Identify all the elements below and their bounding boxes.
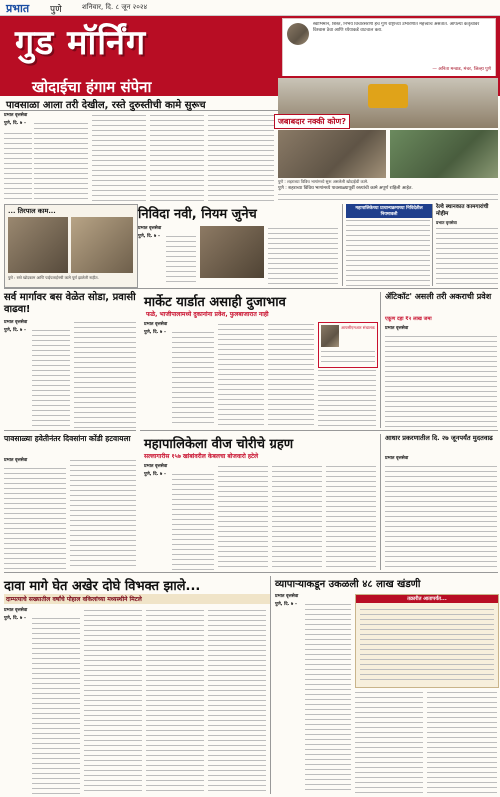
vyapari-byline: प्रभात वृत्तसेवा	[275, 594, 299, 599]
city-label: पुणे	[50, 5, 62, 15]
nivida-dateline: पुणे, दि. ७ –	[138, 234, 161, 239]
lead-col-3	[150, 113, 204, 201]
lead-col-1	[34, 121, 88, 201]
lead-photo-area	[278, 78, 498, 128]
nivida-section	[138, 204, 338, 286]
avatar	[287, 23, 309, 45]
hawkers-col-1	[4, 466, 66, 570]
dava-title: दावा मागे घेत अखेर दोघे विभक्त झाले...	[4, 579, 201, 594]
lead-caption: पुणे : शहराच्या विविध भागांमध्ये सुरू असलेली खोदाईची कामे.	[278, 179, 369, 184]
lead-dateline: पुणे, दि. ७ –	[4, 121, 27, 126]
adhar-section	[380, 434, 499, 570]
nivida-title: निविदा नवी, नियम जुनेच	[138, 207, 257, 222]
quote-box	[282, 18, 496, 78]
market-col-1	[172, 330, 214, 426]
mnc-subhead: सल्लागारीस १५७ खांबांवरील केबलचा बोजवारो हटेले	[144, 453, 259, 460]
edition-date: शनिवार, दि. ८ जून २०२४	[82, 3, 148, 11]
dava-col-2	[84, 608, 142, 794]
nivida-sidebar-lines	[346, 218, 430, 286]
market-col-2	[218, 322, 264, 426]
vyapari-dateline: पुणे, दि. ७ –	[275, 602, 298, 607]
inset-box	[4, 204, 138, 288]
mnc-col-4	[326, 464, 376, 570]
nivida-sidebar-title: महापालिकेच्या प्राधान्यक्रमाच्या निविदेतील नियमावली	[346, 204, 432, 218]
lead-subhead: पावसाळा आला तरी देखील, रस्ते दुरुस्तीची कामे सुरूच	[6, 100, 206, 111]
quote-text: स्वाभिमान, शिस्त, निर्भय विचारसरणी हेच गुण राष्ट्राच्या उभारणीत महत्त्वाचे असतात. आपल्या कर्तृत्वावर विश्वास ठेवा आणि ध्येयाकडे वाटचाल करा.	[313, 22, 480, 33]
bus-dateline: पुणे, दि. ७ –	[4, 328, 27, 333]
bus-section	[4, 292, 136, 428]
right-photos	[278, 130, 498, 186]
railway-section	[432, 204, 499, 286]
market-inset-lines	[321, 349, 375, 365]
market-inset-caption: आयसीएमआर संचालक	[341, 325, 375, 330]
atikrit-lines	[385, 334, 497, 428]
market-inset-photo	[321, 325, 339, 347]
bus-byline: प्रभात वृत्तसेवा	[4, 320, 28, 325]
mnc-col-2	[218, 464, 268, 570]
mnc-title: महापालिकेला वीज चोरीचे ग्रहण	[144, 437, 294, 452]
railway-byline: प्रभात वृत्तसेवा	[436, 220, 457, 225]
railway-title: रेल्वे स्थानकात कामगारांची मोहीम	[436, 204, 489, 217]
divider-2	[4, 430, 136, 431]
jabadar-label: जबाबदार नक्की कोण?	[274, 114, 350, 129]
mnc-byline: प्रभात वृत्तसेवा	[144, 464, 168, 469]
vyapari-box-title: तक्रारीत आतापर्यंत...	[356, 595, 498, 603]
lead-col-0	[4, 131, 32, 201]
mnc-col-3	[272, 464, 322, 570]
atikrit-subhead: एकूण दहा ₹२ लाख जमा	[385, 316, 432, 322]
hawkers-title: पावसाळ्या हवेतीनंतर दिवसांना कोंडी हटवायला	[4, 434, 131, 443]
dava-section	[4, 576, 266, 794]
vyapari-col-3	[427, 690, 497, 794]
col-story-caption: पुणे : शहराच्या विविध भागांमध्ये पावसाळ्यापूर्वी रस्त्यांची कामे अपूर्ण राहिली आहेत.	[278, 186, 413, 191]
hawkers-col-2	[70, 458, 136, 570]
bus-col-2	[74, 320, 136, 428]
brand-logo: प्रभात	[6, 2, 30, 15]
market-title: मार्केट यार्डात असाही दुजाभाव	[144, 295, 286, 310]
divider-4	[4, 572, 498, 573]
atikrit-section	[380, 292, 499, 428]
nivida-sidebar	[342, 204, 431, 286]
railway-lines	[436, 226, 498, 286]
market-col-4	[318, 368, 376, 426]
hawkers-section	[4, 434, 136, 570]
nivida-col-1	[166, 234, 196, 286]
market-inset	[318, 322, 378, 368]
dava-col-3	[146, 608, 204, 794]
hawkers-byline: प्रभात वृत्तसेवा	[4, 458, 28, 463]
mnc-col-1	[172, 472, 214, 570]
dava-dateline: पुणे, दि. ७ –	[4, 616, 27, 621]
lead-subhead-bar	[0, 96, 278, 111]
vyapari-col-2	[355, 690, 423, 794]
lead-col-4	[208, 113, 274, 201]
title-art	[15, 18, 185, 78]
vyapari-col-1	[305, 602, 351, 794]
inset-photo-1	[8, 217, 68, 273]
market-dateline: पुणे, दि. ७ –	[144, 330, 167, 335]
inset-caption: पुणे : रस्ते खोदकाम आणि पाईपलाईनची कामे पूर्ण झालेली नाहीत.	[8, 275, 99, 280]
vyapari-section	[270, 576, 499, 794]
atikrit-title: ॲटिकॉट' असली तरी अकराची प्रवेश	[385, 292, 492, 301]
quote-author: — अनिता मन्वाड, मंचर, जिल्हा पुणे	[432, 67, 491, 72]
market-byline: प्रभात वृत्तसेवा	[144, 322, 168, 327]
market-subhead: फळे, भाजीपालामध्ये दुकानांना प्रवेश, फुलबाजारात नाही	[146, 311, 269, 318]
vyapari-title: व्यापाऱ्याकडून उकळली ४८ लाख खंडणी	[275, 579, 421, 590]
dava-subhead: दाम्पत्याचे सख्यातील वर्षांचे पोहाल वकिलांच्या मध्यस्थीने मिटले	[4, 594, 270, 604]
bus-col-1	[32, 328, 70, 428]
road-photo-1	[278, 130, 386, 178]
inset-photo-2	[71, 217, 133, 273]
divider-1	[4, 288, 498, 289]
dava-byline: प्रभात वृत्तसेवा	[4, 608, 28, 613]
nivida-photo	[200, 226, 264, 278]
adhar-lines	[385, 464, 497, 570]
excavator-shape	[368, 84, 408, 108]
atikrit-byline: प्रभात वृत्तसेवा	[385, 326, 409, 331]
col-story	[278, 186, 498, 204]
market-section	[140, 292, 378, 428]
bus-title: सर्व मार्गावर बस वेळेत सोडा, प्रवासी वाढवा!	[4, 292, 136, 315]
divider-3	[140, 430, 498, 431]
mnc-dateline: पुणे, दि. ७ –	[144, 472, 167, 477]
adhar-byline: प्रभात वृत्तसेवा	[385, 456, 409, 461]
lead-headline: खोदाईचा हंगाम संपेना	[32, 78, 152, 96]
mnc-section	[140, 434, 378, 570]
vyapari-box	[355, 594, 499, 688]
dava-col-1	[32, 616, 80, 794]
col-story-lines	[278, 192, 498, 204]
masthead-title: गुड मॉर्निंग	[15, 23, 147, 63]
lead-col-2	[92, 113, 146, 201]
road-photo-2	[390, 130, 498, 178]
nivida-byline: प्रभात वृत्तसेवा	[138, 226, 162, 231]
inset-title: ... तिरपाल काम...	[8, 207, 56, 215]
vyapari-box-lines	[360, 607, 494, 683]
market-col-3	[268, 322, 314, 426]
lead-byline: प्रभात वृत्तसेवा	[4, 113, 28, 118]
nivida-col-2	[268, 226, 338, 286]
top-strip	[0, 0, 500, 16]
adhar-title: आधार प्रकरणातील दि. २७ जूनपर्यंत मुदतवाढ	[385, 434, 493, 442]
dava-col-4	[208, 608, 266, 794]
lead-story	[4, 113, 276, 201]
